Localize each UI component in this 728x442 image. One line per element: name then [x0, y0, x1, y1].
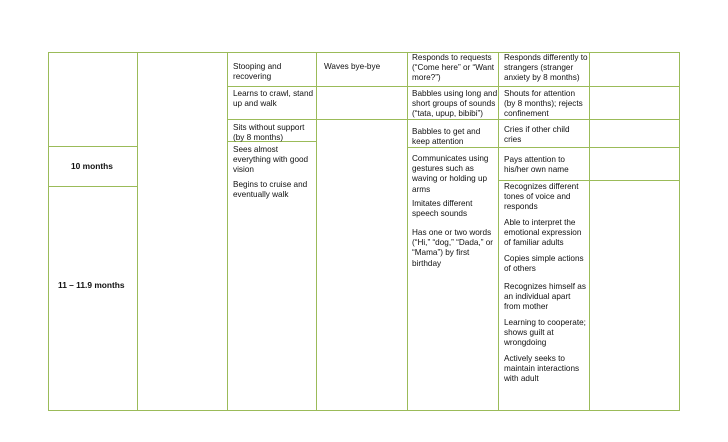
table-border-right: [679, 52, 680, 411]
column-divider-5: [498, 52, 499, 411]
column-divider-2: [227, 52, 228, 411]
motor-item: Begins to cruise and eventually walk: [233, 180, 308, 200]
gesture-item: Waves bye-bye: [324, 62, 381, 71]
age-row-divider-2: [48, 186, 138, 187]
language-item: Responds to requests (“Come here” or “Want more?”): [412, 53, 495, 83]
socio-item: Copies simple actions of others: [504, 254, 584, 274]
column-divider-4: [407, 52, 408, 411]
socio-item: Cries if other child cries: [504, 125, 570, 145]
column-divider-3: [316, 52, 317, 411]
motor-item: Learns to crawl, stand up and walk: [233, 89, 314, 109]
row-divider-a: [227, 86, 680, 87]
socio-item: Able to interpret the emotional expression of familiar adults: [504, 218, 582, 248]
socio-item: Learning to cooperate; shows guilt at wrongdoing: [504, 318, 586, 348]
motor-item: Sits without support (by 8 months): [233, 123, 305, 143]
language-item: Has one or two words (“Hi,” “dog,” “Dada,” or “Mama”) by first birthday: [412, 228, 493, 268]
socio-item: Actively seeks to maintain interactions with adult: [504, 354, 580, 384]
language-item: Babbles to get and keep attention: [412, 127, 481, 147]
socio-item: Pays attention to his/her own name: [504, 155, 569, 175]
language-item: Imitates different speech sounds: [412, 199, 473, 219]
socio-item: Recognizes different tones of voice and responds: [504, 182, 579, 212]
table-border-bottom: [48, 410, 680, 411]
age-10-months: 10 months: [71, 161, 113, 171]
table-border-left: [48, 52, 49, 411]
socio-item: Shouts for attention (by 8 months); rejects confinement: [504, 89, 583, 119]
column-divider-6: [589, 52, 590, 411]
age-row-divider-1: [48, 146, 138, 147]
socio-item: Responds differently to strangers (stranger anxiety by 8 months): [504, 53, 588, 83]
age-11-months: 11 – 11.9 months: [58, 280, 125, 290]
motor-item: Stooping and recovering: [233, 62, 282, 82]
language-item: Babbles using long and short groups of sounds (“tata, upup, bibibi”): [412, 89, 498, 119]
language-item: Communicates using gestures such as waving or holding up arms: [412, 154, 489, 194]
row-divider-e: [498, 180, 680, 181]
motor-item: Sees almost everything with good vision: [233, 145, 309, 175]
column-divider-1: [137, 52, 138, 411]
socio-item: Recognizes himself as an individual apart from mother: [504, 282, 586, 312]
